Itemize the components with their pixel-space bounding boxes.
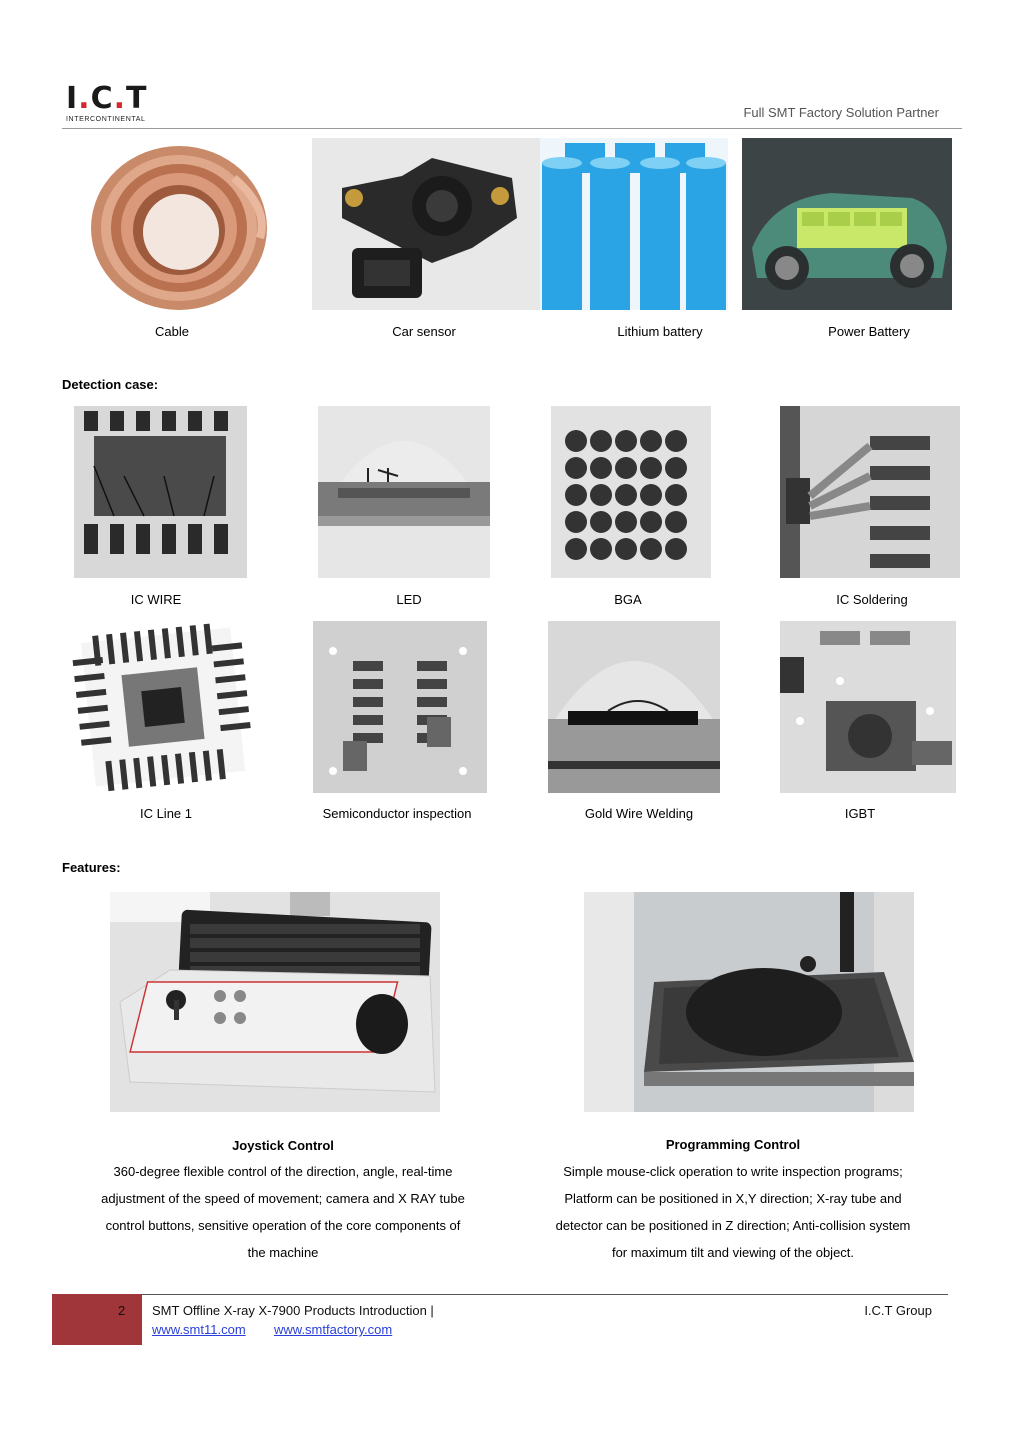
footer-title: SMT Offline X-ray X-7900 Products Introduction | xyxy=(152,1303,434,1318)
detection-label: LED xyxy=(396,592,422,607)
footer-divider xyxy=(142,1294,948,1295)
application-label: Power Battery xyxy=(828,324,910,339)
xray-ic-wire-image xyxy=(74,406,247,578)
detection-label: Gold Wire Welding xyxy=(584,806,694,821)
footer-accent-block xyxy=(52,1294,142,1345)
page-number: 2 xyxy=(118,1303,126,1318)
header-tagline: Full SMT Factory Solution Partner xyxy=(743,105,939,120)
feature-line: for maximum tilt and viewing of the object. xyxy=(611,1245,855,1260)
feature-line: adjustment of the speed of movement; camera and X RAY tube xyxy=(101,1191,465,1206)
features-heading: Features: xyxy=(62,860,121,875)
header-divider xyxy=(62,128,962,129)
xray-semiconductor-image xyxy=(313,621,487,793)
footer-company: I.C.T Group xyxy=(864,1303,932,1318)
detection-label: Semiconductor inspection xyxy=(322,806,472,821)
feature-line: control buttons, sensitive operation of the core components of xyxy=(105,1218,461,1233)
lithium-battery-image xyxy=(540,138,728,310)
application-label: Lithium battery xyxy=(617,324,703,339)
feature-title: Joystick Control xyxy=(232,1138,334,1153)
logo-mark: I.C.T xyxy=(66,81,148,116)
detection-label: BGA xyxy=(614,592,642,607)
joystick-keyboard-image xyxy=(110,892,440,1112)
detection-label: IC WIRE xyxy=(130,592,182,607)
xray-ic-line-image xyxy=(70,621,256,793)
feature-title: Programming Control xyxy=(665,1137,801,1152)
logo-subtitle: INTERCONTINENTAL xyxy=(66,116,146,123)
power-battery-car-image xyxy=(742,138,952,310)
feature-description xyxy=(522,1158,944,1266)
xray-gold-wire-image xyxy=(548,621,720,793)
detection-label: IC Soldering xyxy=(836,592,908,607)
xray-ic-soldering-image xyxy=(780,406,960,578)
feature-description xyxy=(78,1158,488,1266)
feature-line: Platform can be positioned in X,Y direction; X-ray tube and xyxy=(564,1191,902,1206)
detection-label: IGBT xyxy=(844,806,876,821)
application-label: Cable xyxy=(155,324,189,339)
xray-igbt-image xyxy=(780,621,956,793)
inspection-platform-image xyxy=(584,892,914,1112)
xray-bga-image xyxy=(551,406,711,578)
footer-link-smt11[interactable]: www.smt11.com xyxy=(152,1322,246,1337)
xray-led-image xyxy=(318,406,490,578)
application-label: Car sensor xyxy=(392,324,456,339)
feature-line: 360-degree flexible control of the direction, angle, real-time xyxy=(113,1164,453,1179)
copper-cable-coil-image xyxy=(84,138,274,310)
feature-line: Simple mouse-click operation to write inspection programs; xyxy=(563,1164,903,1179)
feature-line: the machine xyxy=(247,1245,319,1260)
company-logo xyxy=(66,81,166,124)
car-sensor-image xyxy=(312,138,540,310)
detection-label: IC Line 1 xyxy=(139,806,193,821)
feature-line: detector can be positioned in Z direction; Anti-collision system xyxy=(555,1218,911,1233)
footer-link-smtfactory[interactable]: www.smtfactory.com xyxy=(274,1322,393,1337)
detection-heading: Detection case: xyxy=(62,377,159,392)
